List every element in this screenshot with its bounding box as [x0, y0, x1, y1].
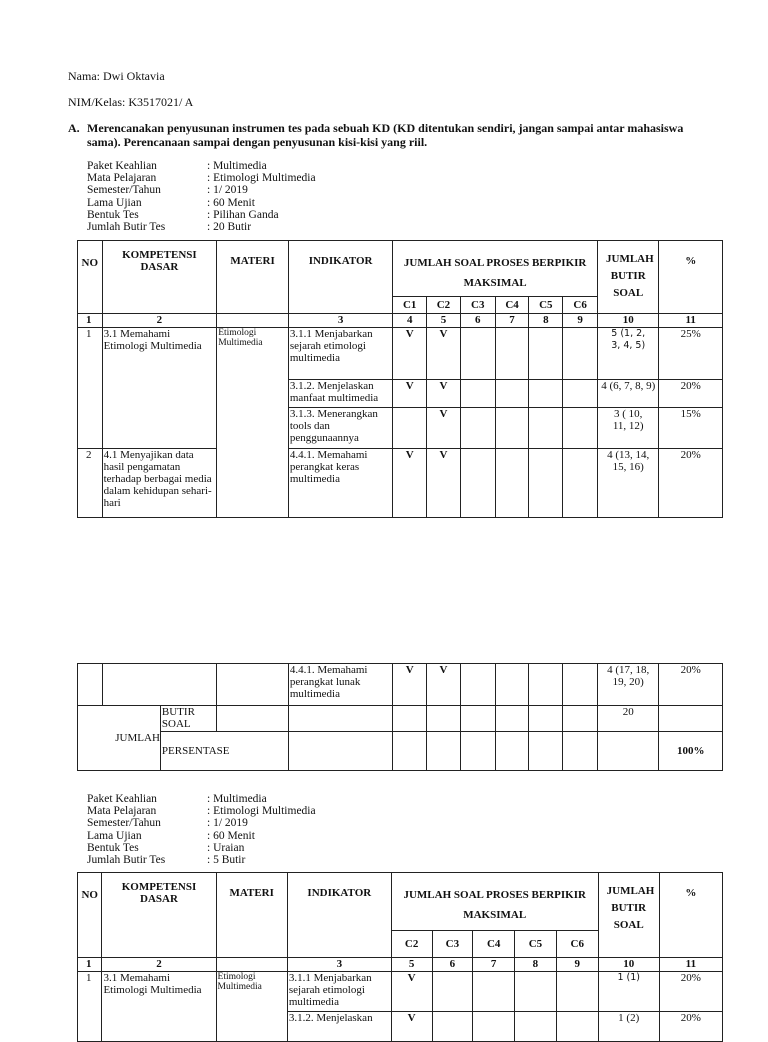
- indikator-cell: 4.4.1. Memahami perangkat lunak multimedia: [288, 664, 392, 706]
- section-a-text-line2: sama). Perencanaan sampai dengan penyusunan kisi-kisi yang riil.: [87, 135, 428, 149]
- persen-cell: 20%: [659, 380, 723, 408]
- info-key: Lama Ujian: [87, 829, 142, 842]
- empty-cell: [427, 706, 461, 732]
- indikator-cell: 3.1.2. Menjelaskan: [287, 1012, 391, 1042]
- check-c2: V: [427, 408, 461, 449]
- butir-total: 20: [598, 706, 659, 732]
- empty-cell: [495, 380, 529, 408]
- jumlah-butir-cell: 1 (2): [598, 1012, 659, 1042]
- empty-cell: [427, 732, 461, 771]
- header-kompetensi-dasar: KOMPETENSI DASAR: [102, 873, 216, 958]
- kisi-kisi-table-pg: [77, 240, 723, 518]
- check-c1: V: [393, 664, 427, 706]
- empty-cell: [495, 664, 529, 706]
- indikator-cell: 3.1.1 Menjabarkan sejarah etimologi multimedia: [288, 328, 392, 380]
- info-key: Mata Pelajaran: [87, 805, 157, 818]
- empty-cell: [460, 732, 495, 771]
- empty-cell: [473, 972, 515, 1012]
- header-materi: MATERI: [216, 873, 287, 958]
- col-number: 3: [288, 314, 392, 328]
- persentase-label: PERSENTASE: [160, 732, 288, 771]
- info-key: Bentuk Tes: [87, 208, 139, 221]
- jumlah-butir-cell: 4 (6, 7, 8, 9): [598, 380, 659, 408]
- empty-cell: [563, 664, 598, 706]
- indikator-cell: 3.1.3. Menerangkan tools dan penggunaannya: [288, 408, 392, 449]
- test-info-block-2: [87, 793, 316, 866]
- header-kompetensi-dasar: KOMPETENSI DASAR: [102, 241, 217, 314]
- info-value: : Multimedia: [207, 793, 267, 805]
- empty-cell: [495, 449, 529, 518]
- info-value: : 60 Menit: [207, 829, 255, 842]
- level-c5: C5: [515, 931, 557, 958]
- jumlah-butir-cell: 3 ( 10, 11, 12): [598, 408, 659, 449]
- col-number: 2: [102, 958, 216, 972]
- level-c3: C3: [460, 297, 495, 314]
- header-proses-berpikir: JUMLAH SOAL PROSES BERPIKIR MAKSIMAL: [391, 873, 598, 931]
- section-a-text-line1: Merencanakan penyusunan instrumen tes pada sebuah KD (KD ditentukan sendiri, jangan sampai antar mahasiswa: [87, 121, 684, 135]
- empty-cell: [460, 328, 495, 380]
- header-jumlah-butir: JUMLAH BUTIR SOAL: [598, 873, 659, 958]
- col-number: 1: [78, 958, 102, 972]
- empty-cell: [515, 972, 557, 1012]
- section-a-label: A.: [68, 121, 80, 135]
- col-number: 9: [556, 958, 598, 972]
- persentase-total: 100%: [659, 732, 723, 771]
- level-c4: C4: [473, 931, 515, 958]
- persentase-row: [78, 732, 723, 771]
- empty-cell: [515, 1012, 557, 1042]
- jumlah-label: JUMLAH: [78, 706, 161, 771]
- persen-cell: 15%: [659, 408, 723, 449]
- empty-cell: [393, 408, 427, 449]
- kompetensi-dasar-cell: 3.1 Memahami Etimologi Multimedia: [102, 972, 216, 1042]
- level-c2: C2: [427, 297, 461, 314]
- col-number: 11: [659, 314, 723, 328]
- jumlah-butir-cell: 4 (13, 14, 15, 16): [598, 449, 659, 518]
- header-no: NO: [78, 241, 103, 314]
- empty-cell: [529, 732, 563, 771]
- col-number: 9: [563, 314, 598, 328]
- empty-cell: [495, 732, 529, 771]
- header-indikator: INDIKATOR: [288, 241, 392, 314]
- table-row: [78, 664, 723, 706]
- col-number: 2: [102, 314, 217, 328]
- empty-cell: [217, 664, 289, 706]
- empty-cell: [495, 408, 529, 449]
- persen-cell: 25%: [659, 328, 723, 380]
- header-no: NO: [78, 873, 102, 958]
- col-number: 6: [432, 958, 473, 972]
- info-key: Lama Ujian: [87, 196, 142, 209]
- check-c2: V: [427, 664, 461, 706]
- empty-cell: [78, 664, 103, 706]
- empty-cell: [529, 328, 563, 380]
- materi-cell: Etimologi Multimedia: [216, 972, 287, 1042]
- col-number: 3: [287, 958, 391, 972]
- kisi-kisi-table-pg-continued: [77, 663, 723, 771]
- info-key: Jumlah Butir Tes: [87, 853, 166, 866]
- col-number: 1: [78, 314, 103, 328]
- indikator-cell: 4.4.1. Memahami perangkat keras multimedia: [288, 449, 392, 518]
- empty-cell: [393, 732, 427, 771]
- info-key: Bentuk Tes: [87, 841, 139, 854]
- table-row: [78, 328, 723, 380]
- col-number: 10: [598, 958, 659, 972]
- jumlah-butir-cell: 4 (17, 18, 19, 20): [598, 664, 659, 706]
- table-row: [78, 972, 723, 1012]
- student-nim-class: NIM/Kelas: K3517021/ A: [68, 95, 194, 109]
- table-row: [78, 449, 723, 518]
- empty-cell: [217, 706, 289, 732]
- col-number: 10: [598, 314, 659, 328]
- jumlah-butir-cell: 5 (1, 2, 3, 4, 5): [598, 328, 659, 380]
- empty-cell: [460, 408, 495, 449]
- col-number: 8: [529, 314, 563, 328]
- info-value: : Etimologi Multimedia: [207, 172, 316, 185]
- info-value: : Etimologi Multimedia: [207, 805, 316, 818]
- kisi-kisi-table-uraian: [77, 872, 723, 1042]
- empty-cell: [432, 972, 473, 1012]
- empty-cell: [563, 732, 598, 771]
- info-key: Jumlah Butir Tes: [87, 220, 166, 233]
- info-value: : 1/ 2019: [207, 817, 248, 830]
- kompetensi-dasar-cell: 4.1 Menyajikan data hasil pengamatan terhadap berbagai media dalam kehidupan sehari-hari: [102, 449, 217, 518]
- materi-cell: Etimologi Multimedia: [217, 328, 289, 518]
- info-key: Semester/Tahun: [87, 184, 161, 197]
- empty-cell: [563, 380, 598, 408]
- info-value: : 1/ 2019: [207, 184, 248, 197]
- indikator-cell: 3.1.1 Menjabarkan sejarah etimologi multimedia: [287, 972, 391, 1012]
- check-c2: V: [391, 972, 432, 1012]
- info-key: Paket Keahlian: [87, 160, 157, 172]
- check-c2: V: [427, 328, 461, 380]
- empty-cell: [473, 1012, 515, 1042]
- row-no: 1: [78, 972, 102, 1042]
- test-info-block-1: [87, 160, 316, 233]
- row-no: 2: [78, 449, 103, 518]
- check-c1: V: [393, 380, 427, 408]
- empty-cell: [529, 706, 563, 732]
- empty-cell: [529, 408, 563, 449]
- indikator-cell: 3.1.2. Menjelaskan manfaat multimedia: [288, 380, 392, 408]
- empty-cell: [495, 706, 529, 732]
- persen-cell: 20%: [659, 1012, 722, 1042]
- persen-cell: 20%: [659, 972, 722, 1012]
- header-persen: %: [659, 241, 723, 314]
- empty-cell: [529, 664, 563, 706]
- col-number: 11: [659, 958, 722, 972]
- persen-cell: 20%: [659, 449, 723, 518]
- persen-cell: 20%: [659, 664, 723, 706]
- empty-cell: [460, 380, 495, 408]
- empty-cell: [288, 732, 392, 771]
- empty-cell: [288, 706, 392, 732]
- empty-cell: [598, 732, 659, 771]
- col-number: 6: [460, 314, 495, 328]
- info-value: : Pilihan Ganda: [207, 208, 279, 221]
- check-c2: V: [391, 1012, 432, 1042]
- empty-cell: [556, 1012, 598, 1042]
- empty-cell: [460, 664, 495, 706]
- level-c5: C5: [529, 297, 563, 314]
- empty-cell: [460, 449, 495, 518]
- col-number: 4: [393, 314, 427, 328]
- kompetensi-dasar-cell: 3.1 Memahami Etimologi Multimedia: [102, 328, 217, 449]
- check-c1: V: [393, 449, 427, 518]
- col-number: 5: [391, 958, 432, 972]
- info-key: Paket Keahlian: [87, 793, 157, 805]
- student-name: Nama: Dwi Oktavia: [68, 69, 165, 83]
- col-number: [217, 314, 289, 328]
- col-number: 7: [473, 958, 515, 972]
- empty-cell: [529, 449, 563, 518]
- header-persen: %: [659, 873, 722, 958]
- level-c3: C3: [432, 931, 473, 958]
- info-value: : 5 Butir: [207, 853, 246, 866]
- empty-cell: [563, 408, 598, 449]
- col-number: 5: [427, 314, 461, 328]
- header-proses-berpikir: JUMLAH SOAL PROSES BERPIKIR MAKSIMAL: [393, 241, 598, 297]
- empty-cell: [659, 706, 723, 732]
- header-materi: MATERI: [217, 241, 289, 314]
- empty-cell: [495, 328, 529, 380]
- butir-soal-label: BUTIR SOAL: [160, 706, 216, 732]
- jumlah-row: [78, 706, 723, 732]
- empty-cell: [432, 1012, 473, 1042]
- level-c1: C1: [393, 297, 427, 314]
- info-value: : 60 Menit: [207, 196, 255, 209]
- level-c6: C6: [556, 931, 598, 958]
- header-indikator: INDIKATOR: [287, 873, 391, 958]
- col-number: [216, 958, 287, 972]
- empty-cell: [102, 664, 217, 706]
- info-value: : Uraian: [207, 841, 245, 854]
- empty-cell: [563, 328, 598, 380]
- col-number: 8: [515, 958, 557, 972]
- check-c2: V: [427, 449, 461, 518]
- info-value: : Multimedia: [207, 160, 267, 172]
- level-c2: C2: [391, 931, 432, 958]
- header-jumlah-butir: JUMLAH BUTIR SOAL: [598, 241, 659, 314]
- info-key: Mata Pelajaran: [87, 172, 157, 185]
- empty-cell: [556, 972, 598, 1012]
- empty-cell: [529, 380, 563, 408]
- empty-cell: [460, 706, 495, 732]
- info-key: Semester/Tahun: [87, 817, 161, 830]
- level-c4: C4: [495, 297, 529, 314]
- empty-cell: [563, 706, 598, 732]
- check-c2: V: [427, 380, 461, 408]
- empty-cell: [393, 706, 427, 732]
- row-no: 1: [78, 328, 103, 449]
- col-number: 7: [495, 314, 529, 328]
- info-value: : 20 Butir: [207, 220, 252, 233]
- check-c1: V: [393, 328, 427, 380]
- empty-cell: [563, 449, 598, 518]
- jumlah-butir-cell: 1 (1): [598, 972, 659, 1012]
- level-c6: C6: [563, 297, 598, 314]
